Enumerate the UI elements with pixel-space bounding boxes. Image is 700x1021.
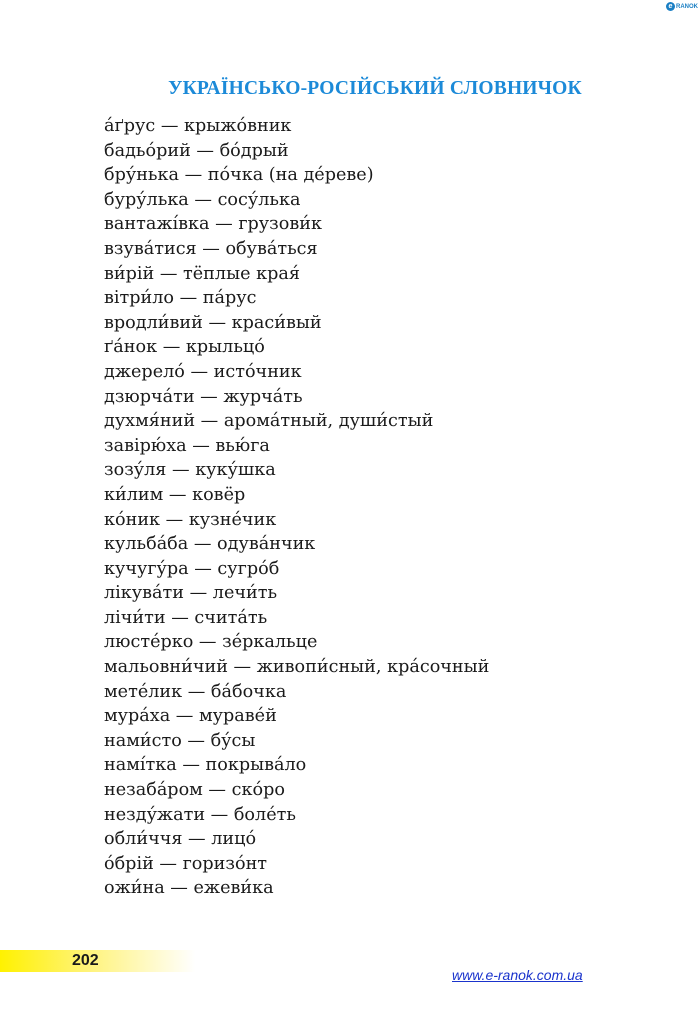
- glossary-entry: вродли́вий — краси́вый: [104, 312, 322, 333]
- glossary-entry: мура́ха — мураве́й: [104, 706, 277, 727]
- glossary-entry: ки́лим — ковёр: [104, 484, 246, 505]
- glossary-entry: незаба́ром — ско́ро: [104, 780, 285, 801]
- glossary-entry: джерело́ — исто́чник: [104, 361, 302, 382]
- glossary-entry: ко́ник — кузне́чик: [104, 509, 277, 530]
- glossary-entry: незду́жати — боле́ть: [104, 804, 296, 825]
- glossary-entry: завірю́ха — вью́га: [104, 435, 270, 456]
- glossary-entry: дзюрча́ти — журча́ть: [104, 386, 303, 407]
- publisher-logo: [666, 2, 698, 11]
- glossary-entry: вітри́ло — па́рус: [104, 288, 257, 309]
- glossary-entry: мете́лик — ба́бочка: [104, 681, 287, 702]
- website-link[interactable]: www.e-ranok.com.ua: [452, 967, 583, 983]
- glossary-entry: ґа́нок — крыльцо́: [104, 337, 265, 358]
- logo-e-icon: e: [666, 2, 675, 11]
- glossary-entry: духмя́ний — арома́тный, души́стый: [104, 411, 434, 432]
- glossary-entry: бадьо́рий — бо́дрый: [104, 140, 289, 161]
- glossary-entry: вантажі́вка — грузови́к: [104, 214, 322, 235]
- glossary-entry: мальовни́чий — живопи́сный, кра́сочный: [104, 657, 490, 678]
- glossary-entry: обли́ччя — лицо́: [104, 829, 257, 850]
- logo-text: RANOK: [676, 3, 698, 10]
- glossary-entry: ви́рій — тёплые края́: [104, 263, 300, 284]
- glossary-entry: о́брій — горизо́нт: [104, 853, 268, 874]
- glossary-entry: намі́тка — покрыва́ло: [104, 755, 307, 776]
- glossary-entry: зозу́ля — куку́шка: [104, 460, 276, 481]
- glossary-entry: а́ґрус — крыжо́вник: [104, 116, 292, 136]
- glossary-entry: бру́нька — по́чка (на де́реве): [104, 165, 374, 186]
- glossary-entry: люсте́рко — зе́ркальце: [104, 632, 318, 653]
- page-title: УКРАЇНСЬКО-РОСІЙСЬКИЙ СЛОВНИЧОК: [168, 78, 582, 99]
- glossary-entry: буру́лька — сосу́лька: [104, 189, 301, 210]
- glossary-entry: лікува́ти — лечи́ть: [104, 583, 278, 604]
- page-number: 202: [72, 952, 99, 969]
- glossary-entry: ожи́на — ежеви́ка: [104, 878, 274, 899]
- glossary-entry: нами́сто — бу́сы: [104, 730, 256, 751]
- glossary-entry: взува́тися — обува́ться: [104, 238, 318, 259]
- glossary-entry: кучугу́ра — сугро́б: [104, 558, 280, 579]
- glossary-list: [104, 114, 489, 901]
- glossary-entry: кульба́ба — одува́нчик: [104, 534, 316, 555]
- glossary-entry: лічи́ти — счита́ть: [104, 607, 268, 628]
